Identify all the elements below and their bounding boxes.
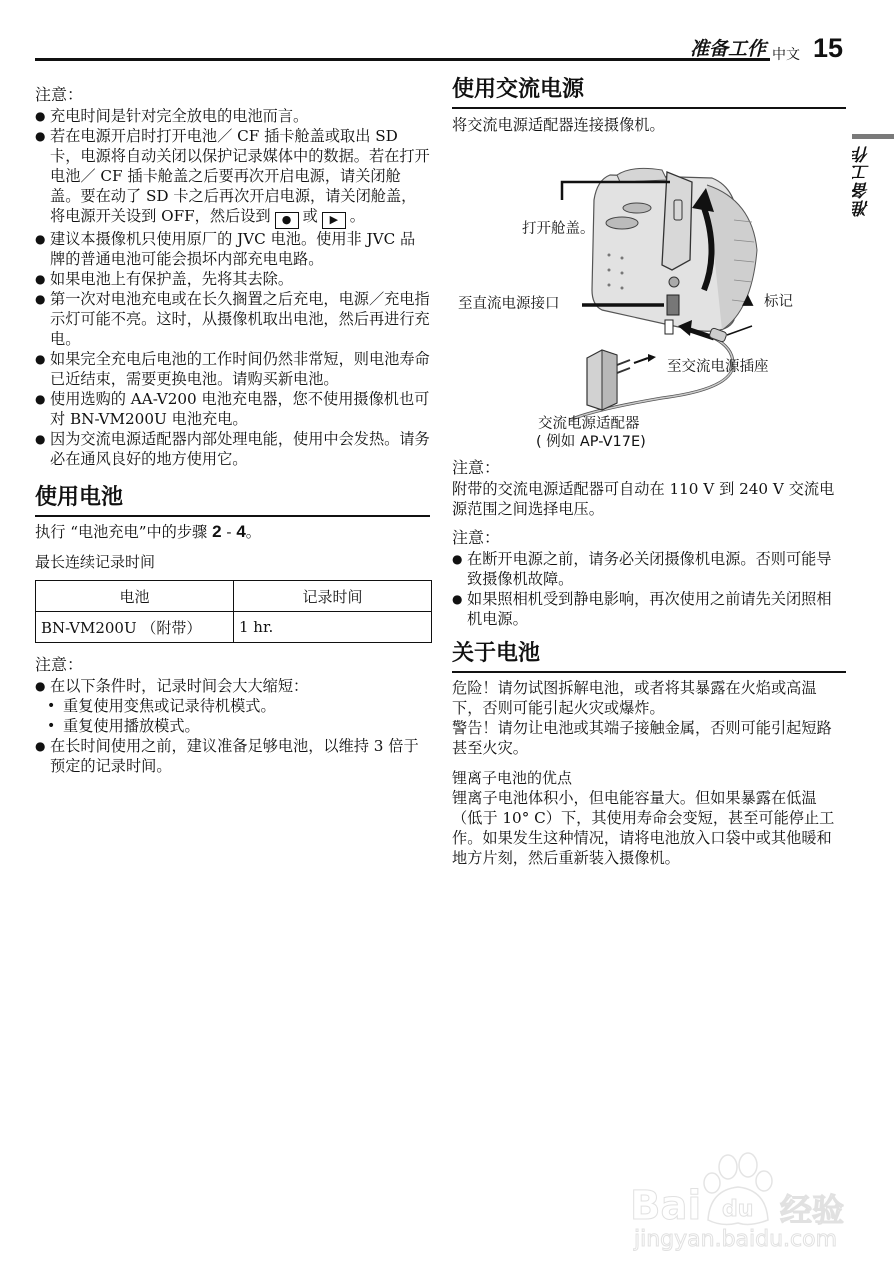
column-header: 电池	[36, 581, 234, 612]
table-title: 最长连续记录时间	[35, 553, 156, 571]
recording-time-table	[35, 580, 432, 643]
right-column-lower	[452, 458, 846, 868]
table-cell: BN-VM200U （附带）	[36, 612, 234, 643]
note-list	[35, 676, 430, 776]
list-item: ● 使用选购的 AA-V200 电池充电器，您不使用摄像机也可对 BN-VM200U 电池充电。	[35, 389, 430, 429]
note-heading: 注意：	[452, 458, 501, 477]
watermark-brand-right: 经验	[780, 1191, 845, 1229]
watermark-url: jingyan.baidu.com	[634, 1227, 838, 1252]
list-item: ● 如果电池上有保护盖，先将其去除。	[35, 269, 430, 289]
label-adapter-model: ( 例如 AP-V17E)	[536, 434, 646, 450]
danger-label: 危险	[452, 679, 483, 697]
table-header-row	[36, 581, 432, 612]
label-adapter: 交流电源适配器	[538, 416, 640, 432]
liion-paragraph: 锂离子电池体积小，但电能容量大。但如果暴露在低温 （低于 10° C）下，其使用寿命会变短，甚至可能停止工作。如果发生这种情况，请将电池放入口袋中或其他暖和地方片刻，然后重新装入摄像机。	[452, 789, 835, 867]
play-mode-icon: ▶	[322, 212, 346, 229]
label-dc-jack: 至直流电源接口	[458, 296, 560, 312]
warning-label: 警告	[452, 719, 483, 737]
table-cell: 1 hr.	[234, 612, 432, 643]
list-item: ● 在以下条件时，记录时间会大大缩短： • 重复使用变焦或记录待机模式。 • 重复使用播放模式。	[35, 676, 430, 736]
label-open-cover: 打开舱盖。	[522, 221, 595, 237]
section-heading-ac-power: 使用交流电源	[452, 75, 846, 109]
ac-adapter-diagram	[452, 160, 846, 450]
list-item: ● 如果完全充电后电池的工作时间仍然非常短，则电池寿命已近结束，需要更换电池。请购买新电池。	[35, 349, 430, 389]
list-item: ● 充电时间是针对完全放电的电池而言。	[35, 106, 430, 126]
note-heading: 注意：	[35, 85, 84, 104]
note-heading: 注意：	[452, 528, 501, 547]
column-header: 记录时间	[234, 581, 432, 612]
section-heading-about-battery: 关于电池	[452, 639, 846, 673]
mark-triangle-icon: ▲	[742, 290, 754, 308]
section-heading-use-battery: 使用电池	[35, 483, 430, 517]
side-tab-bar	[852, 134, 894, 139]
list-item: ● 建议本摄像机只使用原厂的 JVC 电池。使用非 JVC 品牌的普通电池可能会损坏内部充电电路。	[35, 229, 430, 269]
list-item: ● 在断开电源之前，请务必关闭摄像机电源。否则可能导致摄像机故障。	[452, 549, 846, 589]
section-title: 准备工作	[690, 38, 767, 60]
note-list	[35, 106, 430, 469]
sub-list-item: • 重复使用播放模式。	[35, 716, 430, 736]
language-label: 中文	[772, 47, 800, 63]
list-item: ● 若在电源开启时打开电池／ CF 插卡舱盖或取出 SD 卡，电源将自动关闭以保护记录媒体中的数据。若在打开电池／ CF 插卡舱盖之后要再次开启电源，请关闭舱盖。要在动了 SD 卡之后再次开启电源，请关闭舱盖，将电源开关设到 OFF，然后设到 ● 或 ▶ 。	[35, 126, 430, 229]
label-ac-outlet: 至交流电源插座	[667, 359, 769, 375]
instruction: 执行 “电池充电”中的步骤 2 - 4。	[35, 522, 261, 541]
note-heading: 注意：	[35, 655, 84, 674]
side-tab-label: 准备工作	[853, 145, 873, 217]
warning-paragraph: 警告！请勿让电池或其端子接触金属，否则可能引起短路甚至火灾。	[452, 719, 832, 757]
page-number: 15	[813, 33, 844, 63]
list-item: ● 因为交流电源适配器内部处理电能，使用中会发热。请务必在通风良好的地方使用它。	[35, 429, 430, 469]
header-rule	[35, 58, 770, 61]
voltage-note: 附带的交流电源适配器可自动在 110 V 到 240 V 交流电源范围之间选择电压。	[452, 480, 835, 518]
ac-intro: 将交流电源适配器连接摄像机。	[452, 116, 665, 134]
record-mode-icon: ●	[275, 212, 299, 229]
watermark-brand-paw: du	[722, 1197, 754, 1222]
list-item: ● 第一次对电池充电或在长久搁置之后充电，电源／充电指示灯可能不亮。这时，从摄像机取出电池，然后再进行充电。	[35, 289, 430, 349]
list-item: ● 如果照相机受到静电影响，再次使用之前请先关闭照相机电源。	[452, 589, 846, 629]
label-mark: 标记	[764, 294, 793, 310]
right-column	[452, 75, 846, 135]
liion-heading: 锂离子电池的优点	[452, 769, 573, 787]
left-column	[35, 85, 430, 776]
note-list	[452, 549, 846, 629]
baidu-watermark	[630, 1145, 880, 1255]
sub-list	[35, 696, 430, 736]
table-row	[36, 612, 432, 643]
danger-paragraph: 危险！请勿试图拆解电池，或者将其暴露在火焰或高温下，否则可能引起火灾或爆炸。	[452, 679, 817, 717]
list-item: ● 在长时间使用之前，建议准备足够电池，以维持 3 倍于预定的记录时间。	[35, 736, 430, 776]
sub-list-item: • 重复使用变焦或记录待机模式。	[35, 696, 430, 716]
watermark-brand-left: Bai	[630, 1183, 702, 1229]
